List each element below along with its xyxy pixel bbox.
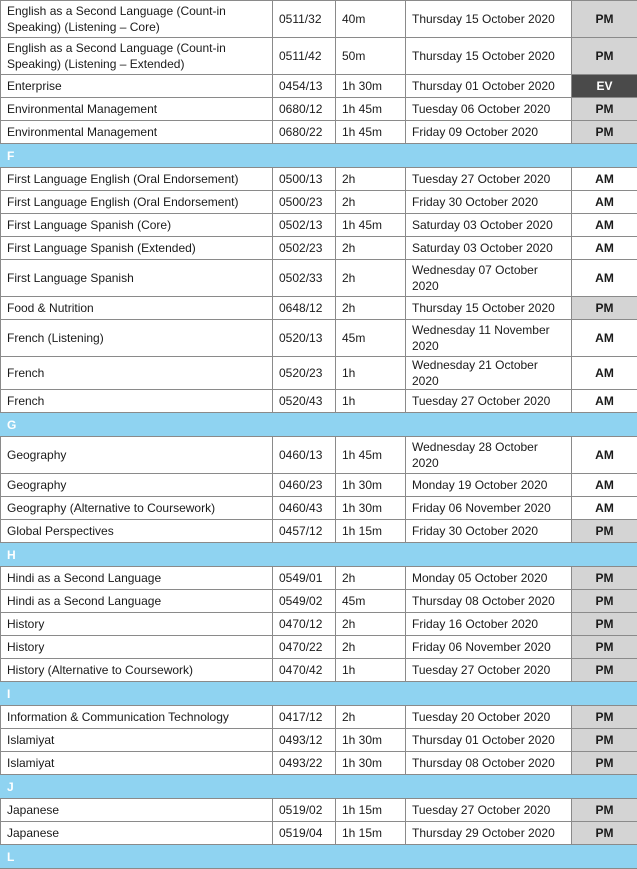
component-code-cell: 0549/02 — [273, 590, 336, 613]
session-badge: AM — [572, 168, 637, 191]
session-badge: PM — [572, 98, 637, 121]
duration-cell: 1h 30m — [336, 75, 406, 98]
section-letter: J — [1, 775, 637, 799]
exam-date-cell: Saturday 03 October 2020 — [406, 214, 572, 237]
exam-date-cell: Wednesday 21 October 2020 — [406, 357, 572, 390]
duration-cell: 2h — [336, 567, 406, 590]
session-badge: PM — [572, 752, 637, 775]
exam-date-cell: Friday 30 October 2020 — [406, 191, 572, 214]
duration-cell: 1h 30m — [336, 497, 406, 520]
subject-cell: History — [1, 613, 273, 636]
subject-cell: First Language Spanish (Core) — [1, 214, 273, 237]
component-code-cell: 0520/43 — [273, 390, 336, 413]
table-row — [1, 659, 637, 682]
subject-cell: English as a Second Language (Count-in Speaking) (Listening – Extended) — [1, 38, 273, 75]
table-row — [1, 636, 637, 659]
component-code-cell: 0454/13 — [273, 75, 336, 98]
subject-cell: Geography — [1, 437, 273, 474]
subject-cell: History — [1, 636, 273, 659]
component-code-cell: 0549/01 — [273, 567, 336, 590]
section-header-row — [1, 845, 637, 869]
duration-cell: 1h — [336, 659, 406, 682]
component-code-cell: 0520/13 — [273, 320, 336, 357]
session-badge: AM — [572, 474, 637, 497]
section-header-row — [1, 682, 637, 706]
section-header-row — [1, 543, 637, 567]
component-code-cell: 0680/22 — [273, 121, 336, 144]
exam-date-cell: Wednesday 28 October 2020 — [406, 437, 572, 474]
exam-date-cell: Friday 06 November 2020 — [406, 497, 572, 520]
table-row — [1, 497, 637, 520]
exam-date-cell: Tuesday 27 October 2020 — [406, 390, 572, 413]
table-row — [1, 729, 637, 752]
subject-cell: French — [1, 390, 273, 413]
component-code-cell: 0520/23 — [273, 357, 336, 390]
session-badge: AM — [572, 390, 637, 413]
section-letter: I — [1, 682, 637, 706]
duration-cell: 45m — [336, 590, 406, 613]
subject-cell: Environmental Management — [1, 98, 273, 121]
exam-date-cell: Friday 09 October 2020 — [406, 121, 572, 144]
component-code-cell: 0457/12 — [273, 520, 336, 543]
exam-date-cell: Tuesday 06 October 2020 — [406, 98, 572, 121]
session-badge: PM — [572, 38, 637, 75]
session-badge: PM — [572, 1, 637, 38]
session-badge: AM — [572, 320, 637, 357]
timetable-body — [1, 1, 637, 869]
section-letter: G — [1, 413, 637, 437]
session-badge: AM — [572, 497, 637, 520]
exam-date-cell: Thursday 08 October 2020 — [406, 590, 572, 613]
table-row — [1, 357, 637, 390]
session-badge: PM — [572, 520, 637, 543]
table-row — [1, 474, 637, 497]
component-code-cell: 0519/02 — [273, 799, 336, 822]
exam-date-cell: Friday 06 November 2020 — [406, 636, 572, 659]
session-badge: PM — [572, 706, 637, 729]
duration-cell: 1h — [336, 357, 406, 390]
session-badge: EV — [572, 75, 637, 98]
duration-cell: 2h — [336, 297, 406, 320]
duration-cell: 1h 45m — [336, 214, 406, 237]
exam-date-cell: Thursday 15 October 2020 — [406, 38, 572, 75]
exam-date-cell: Monday 19 October 2020 — [406, 474, 572, 497]
exam-date-cell: Thursday 15 October 2020 — [406, 297, 572, 320]
table-row — [1, 121, 637, 144]
duration-cell: 50m — [336, 38, 406, 75]
subject-cell: Japanese — [1, 822, 273, 845]
subject-cell: Geography (Alternative to Coursework) — [1, 497, 273, 520]
table-row — [1, 822, 637, 845]
exam-date-cell: Friday 16 October 2020 — [406, 613, 572, 636]
section-header-row — [1, 413, 637, 437]
session-badge: AM — [572, 214, 637, 237]
subject-cell: Global Perspectives — [1, 520, 273, 543]
duration-cell: 1h 30m — [336, 474, 406, 497]
table-row — [1, 613, 637, 636]
component-code-cell: 0502/33 — [273, 260, 336, 297]
duration-cell: 2h — [336, 706, 406, 729]
table-row — [1, 297, 637, 320]
duration-cell: 45m — [336, 320, 406, 357]
table-row — [1, 168, 637, 191]
subject-cell: Environmental Management — [1, 121, 273, 144]
component-code-cell: 0500/23 — [273, 191, 336, 214]
exam-date-cell: Tuesday 20 October 2020 — [406, 706, 572, 729]
component-code-cell: 0519/04 — [273, 822, 336, 845]
subject-cell: English as a Second Language (Count-in Speaking) (Listening – Core) — [1, 1, 273, 38]
component-code-cell: 0470/22 — [273, 636, 336, 659]
section-letter: H — [1, 543, 637, 567]
duration-cell: 1h — [336, 390, 406, 413]
subject-cell: Food & Nutrition — [1, 297, 273, 320]
table-row — [1, 191, 637, 214]
component-code-cell: 0648/12 — [273, 297, 336, 320]
table-row — [1, 390, 637, 413]
section-header-row — [1, 775, 637, 799]
exam-date-cell: Tuesday 27 October 2020 — [406, 659, 572, 682]
section-letter: L — [1, 845, 637, 869]
duration-cell: 1h 45m — [336, 437, 406, 474]
component-code-cell: 0502/13 — [273, 214, 336, 237]
exam-date-cell: Thursday 01 October 2020 — [406, 75, 572, 98]
table-row — [1, 520, 637, 543]
table-row — [1, 706, 637, 729]
duration-cell: 2h — [336, 237, 406, 260]
table-row — [1, 1, 637, 38]
table-row — [1, 590, 637, 613]
section-header-row — [1, 144, 637, 168]
exam-date-cell: Wednesday 07 October 2020 — [406, 260, 572, 297]
component-code-cell: 0502/23 — [273, 237, 336, 260]
exam-date-cell: Thursday 15 October 2020 — [406, 1, 572, 38]
session-badge: AM — [572, 237, 637, 260]
component-code-cell: 0470/42 — [273, 659, 336, 682]
duration-cell: 2h — [336, 260, 406, 297]
session-badge: PM — [572, 799, 637, 822]
session-badge: PM — [572, 590, 637, 613]
session-badge: AM — [572, 191, 637, 214]
duration-cell: 1h 15m — [336, 822, 406, 845]
duration-cell: 1h 30m — [336, 752, 406, 775]
component-code-cell: 0500/13 — [273, 168, 336, 191]
subject-cell: History (Alternative to Coursework) — [1, 659, 273, 682]
exam-date-cell: Thursday 01 October 2020 — [406, 729, 572, 752]
table-row — [1, 75, 637, 98]
exam-date-cell: Monday 05 October 2020 — [406, 567, 572, 590]
duration-cell: 1h 45m — [336, 121, 406, 144]
session-badge: PM — [572, 121, 637, 144]
component-code-cell: 0493/22 — [273, 752, 336, 775]
component-code-cell: 0460/23 — [273, 474, 336, 497]
exam-date-cell: Wednesday 11 November 2020 — [406, 320, 572, 357]
subject-cell: First Language Spanish — [1, 260, 273, 297]
table-row — [1, 237, 637, 260]
duration-cell: 2h — [336, 168, 406, 191]
table-row — [1, 752, 637, 775]
subject-cell: Islamiyat — [1, 729, 273, 752]
subject-cell: Hindi as a Second Language — [1, 567, 273, 590]
subject-cell: Islamiyat — [1, 752, 273, 775]
component-code-cell: 0680/12 — [273, 98, 336, 121]
subject-cell: Enterprise — [1, 75, 273, 98]
session-badge: PM — [572, 729, 637, 752]
table-row — [1, 437, 637, 474]
duration-cell: 2h — [336, 636, 406, 659]
component-code-cell: 0470/12 — [273, 613, 336, 636]
session-badge: AM — [572, 260, 637, 297]
table-row — [1, 799, 637, 822]
table-row — [1, 38, 637, 75]
table-row — [1, 98, 637, 121]
subject-cell: First Language English (Oral Endorsement) — [1, 168, 273, 191]
component-code-cell: 0460/43 — [273, 497, 336, 520]
duration-cell: 1h 15m — [336, 520, 406, 543]
exam-date-cell: Tuesday 27 October 2020 — [406, 168, 572, 191]
subject-cell: French (Listening) — [1, 320, 273, 357]
duration-cell: 2h — [336, 191, 406, 214]
exam-date-cell: Friday 30 October 2020 — [406, 520, 572, 543]
table-row — [1, 260, 637, 297]
subject-cell: French — [1, 357, 273, 390]
duration-cell: 1h 15m — [336, 799, 406, 822]
session-badge: PM — [572, 567, 637, 590]
session-badge: PM — [572, 822, 637, 845]
subject-cell: Information & Communication Technology — [1, 706, 273, 729]
duration-cell: 2h — [336, 613, 406, 636]
duration-cell: 1h 30m — [336, 729, 406, 752]
table-row — [1, 320, 637, 357]
component-code-cell: 0511/42 — [273, 38, 336, 75]
exam-date-cell: Thursday 08 October 2020 — [406, 752, 572, 775]
subject-cell: Hindi as a Second Language — [1, 590, 273, 613]
subject-cell: First Language Spanish (Extended) — [1, 237, 273, 260]
session-badge: AM — [572, 437, 637, 474]
component-code-cell: 0511/32 — [273, 1, 336, 38]
session-badge: PM — [572, 659, 637, 682]
section-letter: F — [1, 144, 637, 168]
session-badge: AM — [572, 357, 637, 390]
exam-date-cell: Tuesday 27 October 2020 — [406, 799, 572, 822]
component-code-cell: 0460/13 — [273, 437, 336, 474]
duration-cell: 40m — [336, 1, 406, 38]
session-badge: PM — [572, 636, 637, 659]
session-badge: PM — [572, 297, 637, 320]
subject-cell: Japanese — [1, 799, 273, 822]
subject-cell: First Language English (Oral Endorsement) — [1, 191, 273, 214]
duration-cell: 1h 45m — [336, 98, 406, 121]
subject-cell: Geography — [1, 474, 273, 497]
table-row — [1, 214, 637, 237]
component-code-cell: 0417/12 — [273, 706, 336, 729]
component-code-cell: 0493/12 — [273, 729, 336, 752]
session-badge: PM — [572, 613, 637, 636]
exam-date-cell: Thursday 29 October 2020 — [406, 822, 572, 845]
table-row — [1, 567, 637, 590]
exam-date-cell: Saturday 03 October 2020 — [406, 237, 572, 260]
